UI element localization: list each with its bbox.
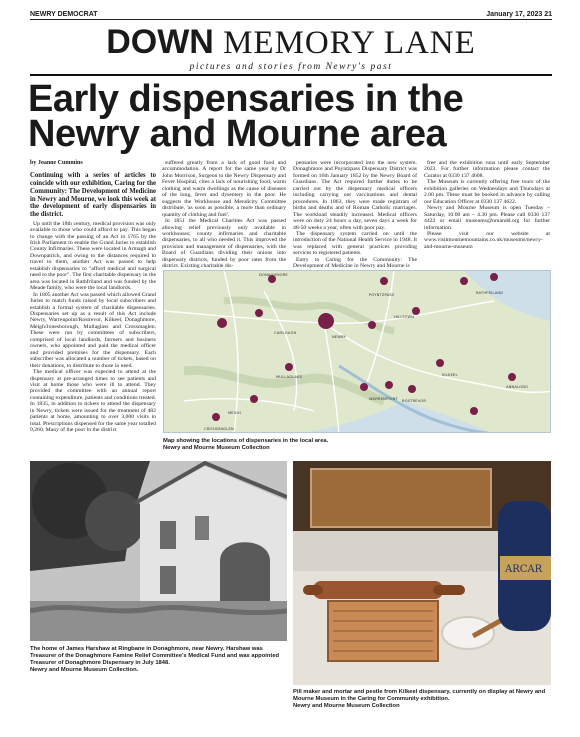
map-place-label: ROSTREVOR — [402, 399, 427, 403]
photo-left-caption-credit: Newry and Mourne Museum Collection. — [30, 667, 139, 673]
paragraph: Up until the 18th century, medical provision was only available to those who could afford to pay. This began to change with the passing of an Act in 1765 by the Irish Parliament to enable the Grand Juries to establish County Infirmaries. These were located in Armagh and Downpatrick, and owing to the distances required to travel to them, another Act was passed to help establish dispensaries to "afford medical and surgical need to the poor". The first charitable dispensary in the area was located in Rathfriland and was funded by the Meade family, who were the local landlords. — [30, 220, 156, 292]
masthead-title-down: DOWN — [106, 23, 214, 61]
map-place-label: RATHFRILAND — [476, 291, 504, 295]
photo-right-caption — [293, 689, 551, 710]
map-place-label: ANNALONG — [506, 385, 529, 389]
column-4 — [424, 160, 550, 250]
column-1 — [30, 160, 156, 434]
article-headline — [28, 78, 554, 155]
dispensary-marker — [385, 381, 393, 389]
photo-right-caption-text: Pill maker and mortar and pestle from Kilkeel dispensary, currently on display at Newry and Mourne Museum in the Caring for Community exhibition. — [293, 689, 546, 702]
article-intro: Continuing with a series of articles to coincide with our exhibition, Caring for the Community: The Development of Medicine in Newry and Mourne, we look this week at the development of early dispensaries in the district. — [30, 172, 156, 218]
paragraph: The medical officer was expected to attend at the dispensary at pre-arranged times to see patients and visit at home those who were ill to attend. They provided the committee with an annual report containing expenditure, patients and conditions treated. In 1835, in addition to tickets to attend the dispensary in Newry, tickets were issued for the treatment of 482 patients at home, amounting to over 3,000 visits in total. Prescriptions dispensed for the same year totalled 9,260. Many of the poor in the district — [30, 369, 156, 434]
dispensary-marker — [360, 383, 368, 391]
headline-line-1: Early dispensaries in the — [28, 78, 464, 120]
dispensary-marker — [285, 363, 293, 371]
map-place-label: KILKEEL — [442, 373, 458, 377]
dispensary-marker — [408, 385, 416, 393]
section-masthead — [30, 24, 552, 78]
map-place-label: NEWRY — [332, 335, 346, 339]
map-place-label: MEIGH — [228, 411, 241, 415]
map-place-label: CAMLOUGH — [274, 331, 297, 335]
dispensary-marker — [217, 318, 227, 328]
paragraph: free and the exhibition runs until early September 2023. For further information please contact the Curator at 0330 137 4608. — [424, 160, 550, 179]
dispensary-marker — [368, 321, 376, 329]
house-photo — [30, 461, 287, 641]
masthead-rule — [30, 74, 552, 76]
dispensary-marker — [412, 307, 420, 315]
headline-line-2: Newry and Mourne area — [28, 113, 447, 155]
map-caption — [163, 438, 423, 452]
masthead-tagline: pictures and stories from Newry's past — [189, 62, 393, 72]
paragraph: The dispensary system carried on until the introduction of the National Health Service in 1948. It was replaced with general practices providing services to registered patients. — [293, 230, 417, 257]
map-land — [164, 271, 551, 433]
map-place-label: DONAGHMORE — [259, 273, 288, 277]
masthead-title — [30, 24, 552, 61]
paragraph: Entry to Caring for the Community: The Development of Medicine in Newry and Mourne is — [293, 256, 417, 270]
map-place-label: POYNTZPASS — [369, 293, 395, 297]
dispensary-marker — [436, 359, 444, 367]
map-place-label: MULLAGLASS — [276, 375, 303, 379]
paragraph: The Museum is currently offering free tours of the exhibition galleries on Wednesdays and Thursdays at 2.00 pm. These must be booked in advance by calling our Education Officer at 0330 137 4622. — [424, 179, 550, 205]
dispensary-marker — [255, 309, 263, 317]
paragraph: pensaries were incorporated into the new system. Donaghmore and Poyntzpass Dispensary District was formed on 16th January 1852 by the Newry Board of Guardians. The Act required further duties to be carried out by the dispensary medical officers including carrying out vaccinations and dental procedures. In 1863, they were made registrars of births and deaths and of Roman Catholic marriages. The workload steadily increased. Medical officers were on duty 24 hours a day, seven days a week for 48-50 weeks a year, often with poor pay. — [293, 160, 417, 231]
map-caption-credit: Newry and Mourne Museum Collection — [163, 445, 270, 451]
dispensary-marker — [490, 273, 498, 281]
dispensary-marker — [250, 395, 258, 403]
paragraph: Please visit our website at www.visitmournemountains.co.uk/museums/newry-and-mourne-museum — [424, 230, 550, 250]
map-place-label: WARRENPOINT — [369, 397, 398, 401]
photo-pill-maker — [293, 461, 551, 685]
paragraph: Newry and Mourne Museum is open Tuesday – Saturday, 10.00 am – 4.30 pm. Please call 0330 137 4422 or email museums@nmandd.org for further information. — [424, 205, 550, 231]
masthead-title-rest: MEMORY LANE — [213, 25, 476, 61]
map-place-label: HILLTOWN — [394, 315, 415, 319]
map-graphic — [164, 271, 551, 433]
photo-left-caption-text: The home of James Harshaw at Ringbane in Donaghmore, near Newry. Harshaw was Treasurer of the Donaghmore Famine Relief Committee's Medical Fund and was appointed Treasurer of Donaghmore Dispensary in July 1848. — [30, 646, 280, 666]
page-header — [30, 10, 552, 20]
photo-right-caption-credit: Newry and Mourne Museum Collection — [293, 703, 400, 709]
dispensary-marker — [470, 407, 478, 415]
paragraph: In 1851 the Medical Charities Act was passed allowing relief previously only available in workhouses; county infirmaries and charitable dispensaries, to all who needed it. This improved the provision and management of dispensaries, with the Board of Guardians dividing their unions into dispensary districts, funded by poor rates from the district. Existing charitable dis- — [162, 218, 286, 270]
dispensary-marker — [508, 373, 516, 381]
dispensary-marker — [212, 413, 220, 421]
map-caption-text: Map showing the locations of dispensaries in the local area. — [163, 438, 329, 444]
pill-maker-photo — [293, 461, 551, 685]
publication-name: NEWRY DEMOCRAT — [30, 11, 98, 18]
dispensary-marker — [380, 277, 388, 285]
map-place-label: CROSSMAGLEN — [204, 427, 234, 431]
dispensary-marker — [318, 313, 334, 329]
jar-label: ARCAR — [505, 564, 543, 575]
paragraph: In 1805 another Act was passed which allowed Grand Juries to match funds raised by local subscribers and establish a formal system of charitable dispensaries. Dispensaries set up as a result of this Act include Newry, Warrenpoint/Rostrevor, Kilkeel, Donaghmore, Meigh/Jonesborough, Mullaglass and Crossmaglen. These were run by committees of subscribers, comprised of local landlords, farmers and business owners, who appointed and paid the medical officer and provided premises for the dispensary. Each subscriber was allocated a number of tickets, based on their donations, to distribute to those in need. — [30, 291, 156, 369]
issue-date: January 17, 2023 21 — [486, 11, 552, 18]
column-3 — [293, 160, 417, 270]
dispensary-map — [163, 270, 551, 433]
paragraph: suffered greatly from a lack of good food and accommodation. A report for the same year by Dr John Morrison, Surgeon to the Newry Dispensary and Fever Hospital, cites a lack of nourishing food, warm clothing and warm dwellings as the cause of diseases of the lung, fever and dysentery in the poor. He suggests the Workhouse and Mendicity Committee distribute, 'as soon as possible, a more than ordinary quantity of clothing and fuel'. — [162, 160, 286, 218]
byline: by Joanne Cummins — [30, 160, 83, 166]
photo-harshaw-house — [30, 461, 287, 641]
photo-left-caption — [30, 646, 290, 674]
column-2 — [162, 160, 286, 270]
dispensary-marker — [460, 277, 468, 285]
